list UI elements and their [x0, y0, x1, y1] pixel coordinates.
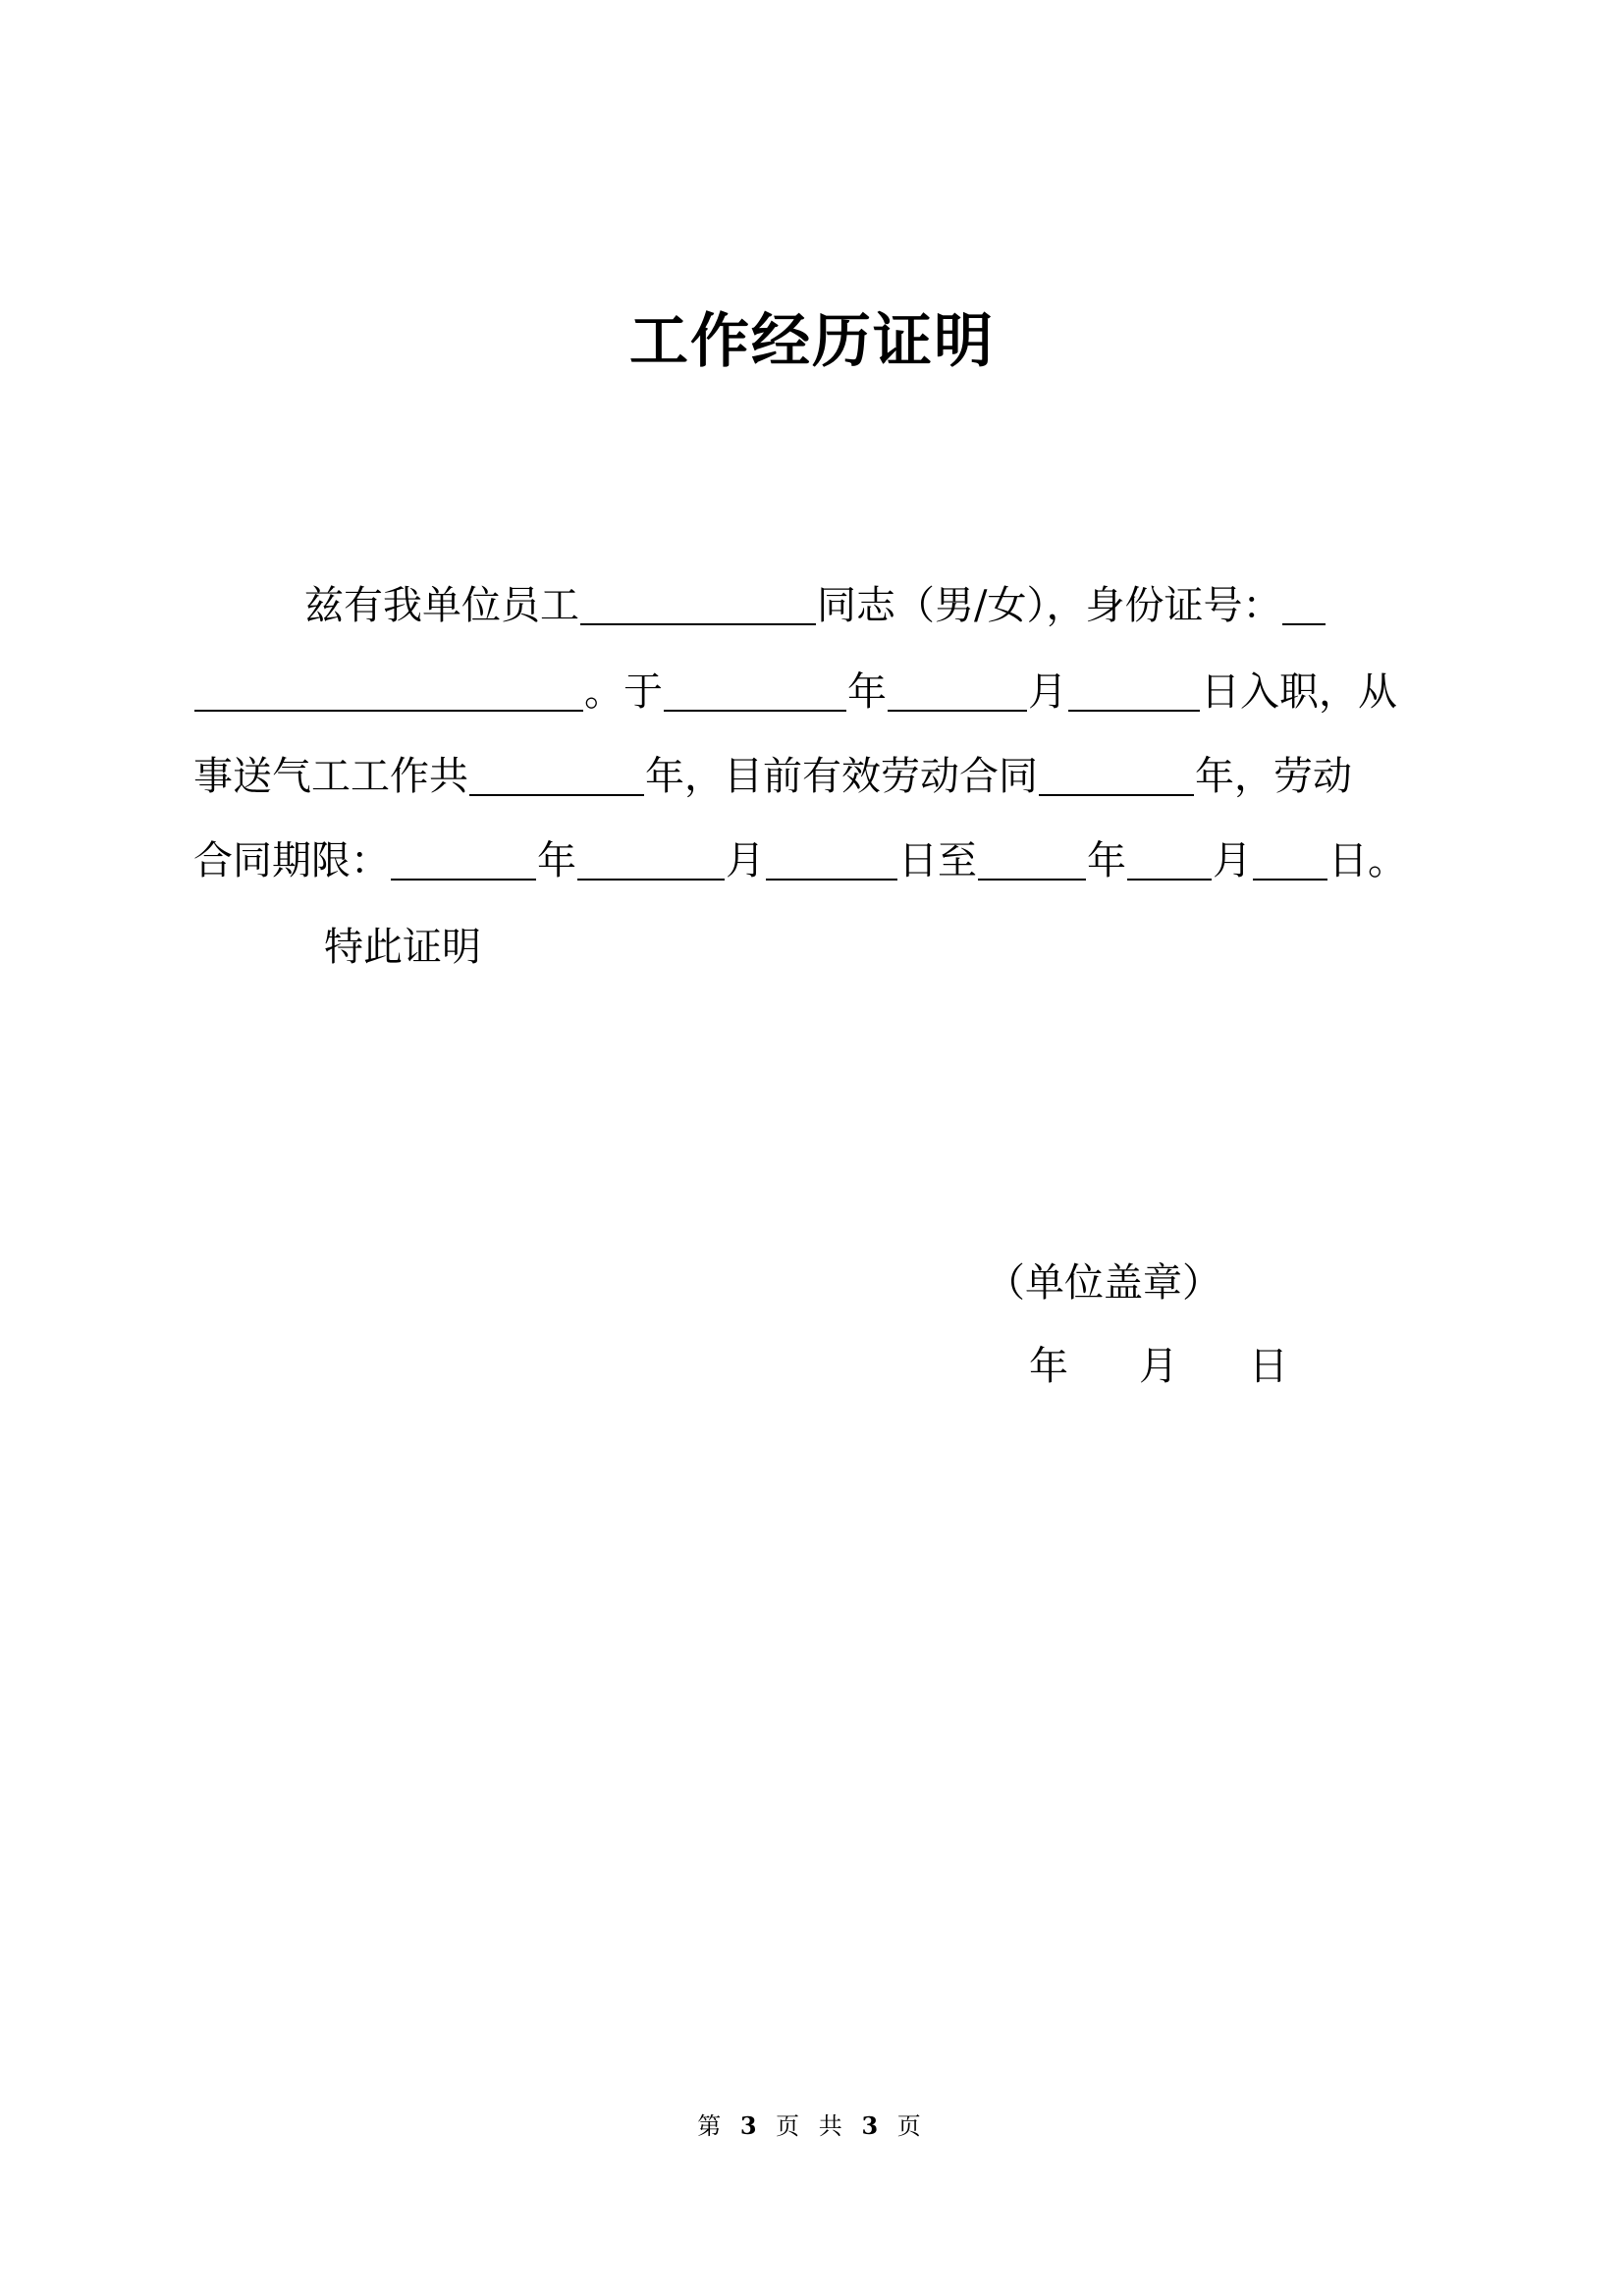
text-start-month: 月: [726, 838, 765, 883]
text-end-day: 日。: [1328, 838, 1407, 883]
footer-middle: 页 共: [776, 2112, 848, 2140]
date-day: 日: [1249, 1344, 1288, 1389]
blank-end-month[interactable]: [1127, 845, 1212, 881]
blank-start-month[interactable]: [577, 845, 725, 881]
blank-end-day[interactable]: [1253, 845, 1327, 881]
text-contract-term: 合同期限：: [193, 838, 390, 883]
text-day-joined: 日入职，从: [1201, 669, 1397, 715]
blank-start-day[interactable]: [766, 845, 897, 881]
text-labor: 年，劳动: [1195, 754, 1352, 799]
paragraph-line-4: [193, 838, 1407, 883]
text-year: 年: [847, 669, 887, 715]
text-month: 月: [1028, 669, 1067, 715]
closing-statement: 特此证明: [324, 925, 481, 970]
page-footer: [0, 2111, 1624, 2140]
text-job: 事送气工工作共: [193, 754, 468, 799]
paragraph-line-3: [193, 754, 1352, 799]
paragraph-line-1: [304, 583, 1326, 628]
footer-total-pages: 3: [861, 2111, 885, 2140]
text-start-year: 年: [537, 838, 576, 883]
blank-hire-day[interactable]: [1068, 676, 1200, 712]
text-hired-on: 。于: [584, 669, 663, 715]
blank-hire-year[interactable]: [664, 676, 846, 712]
blank-end-year[interactable]: [978, 845, 1086, 881]
blank-employee-name[interactable]: [580, 590, 816, 625]
text-end-month: 月: [1213, 838, 1252, 883]
date-year: 年: [1029, 1344, 1068, 1389]
company-stamp-label: （单位盖章）: [986, 1260, 1221, 1306]
blank-work-years[interactable]: [469, 761, 644, 796]
document-title: 工作经历证明: [629, 307, 995, 376]
date-month: 月: [1139, 1344, 1178, 1389]
paragraph-line-2: [193, 669, 1397, 715]
text-start-day-to: 日至: [898, 838, 977, 883]
footer-suffix: 页: [896, 2112, 927, 2140]
blank-start-year[interactable]: [391, 845, 536, 881]
footer-current-page: 3: [739, 2111, 763, 2140]
blank-id-number-start[interactable]: [1282, 590, 1326, 625]
blank-id-number-end[interactable]: [194, 676, 583, 712]
text-end-year: 年: [1087, 838, 1126, 883]
blank-contract-years[interactable]: [1039, 761, 1194, 796]
text-intro: 兹有我单位员工: [304, 583, 579, 628]
text-contract: 年，目前有效劳动合同: [645, 754, 1038, 799]
footer-prefix: 第: [697, 2112, 728, 2140]
text-gender-id: 同志（男/女），身份证号：: [817, 583, 1282, 628]
blank-hire-month[interactable]: [888, 676, 1027, 712]
